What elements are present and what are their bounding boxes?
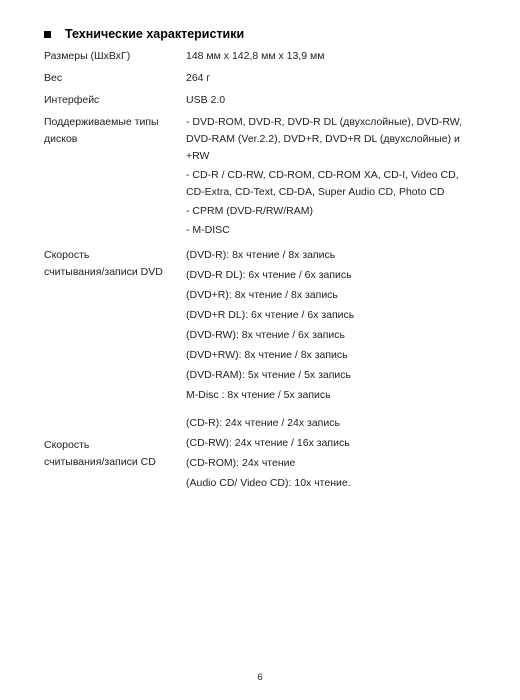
- cd-speed-line: (Audio CD/ Video CD): 10x чтение.: [186, 477, 351, 489]
- spec-row-weight: [44, 68, 484, 90]
- dvd-speed-line: (DVD+RW): 8x чтение / 8x запись: [186, 349, 348, 361]
- dvd-speed-line: (DVD-RAM): 5x чтение / 5x запись: [186, 369, 352, 381]
- spec-label-cd-speed-line2: считывания/записи CD: [44, 456, 156, 468]
- disc-type-group: [186, 167, 484, 201]
- spec-label-discs: [44, 112, 186, 241]
- spec-label-weight: Вес: [44, 72, 63, 84]
- spec-value-interface: USB 2.0: [186, 94, 226, 106]
- page-number: 6: [257, 672, 263, 683]
- dvd-speed-line: (DVD-R): 8x чтение / 8x запись: [186, 249, 336, 261]
- spec-label-interface: Интерфейс: [44, 94, 100, 106]
- disc-type-line: +RW: [186, 150, 210, 162]
- spec-value-dimensions: 148 мм x 142,8 мм x 13,9 мм: [186, 50, 325, 62]
- disc-type-group: [186, 114, 484, 165]
- spec-value-dvd-speed: [186, 241, 484, 407]
- spec-label-dvd-speed: [44, 241, 186, 407]
- spec-row-discs: [44, 112, 484, 241]
- disc-type-line: - DVD-ROM, DVD-R, DVD-R DL (двухслойные), DVD-RW,: [186, 116, 462, 128]
- spec-row-interface: [44, 90, 484, 112]
- spec-label-dvd-speed-line2: считывания/записи DVD: [44, 266, 163, 278]
- disc-type-group: [186, 222, 484, 239]
- disc-type-line: - M-DISC: [186, 224, 230, 236]
- spec-value-discs: [186, 112, 484, 241]
- dvd-speed-line: (DVD-R DL): 6x чтение / 6x запись: [186, 269, 352, 281]
- spec-label-cd-speed-line1: Скорость: [44, 439, 90, 451]
- spec-value-cd-speed: [186, 407, 484, 495]
- spec-label-dimensions: Размеры (ШхВхГ): [44, 50, 131, 62]
- dvd-speed-line: (DVD+R DL): 6x чтение / 6x запись: [186, 309, 355, 321]
- disc-type-line: DVD-RAM (Ver.2.2), DVD+R, DVD+R DL (двухслойные) и: [186, 133, 460, 145]
- spec-value-weight: 264 г: [186, 72, 211, 84]
- spec-label-cd-speed: [44, 407, 186, 495]
- section-heading: [44, 27, 244, 41]
- spec-row-dvd-speed: [44, 241, 484, 407]
- disc-type-group: [186, 203, 484, 220]
- spec-row-dimensions: [44, 46, 484, 68]
- cd-speed-line: (CD-RW): 24x чтение / 16x запись: [186, 437, 350, 449]
- disc-type-line: - CPRM (DVD-R/RW/RAM): [186, 205, 313, 217]
- spec-label-discs-line2: дисков: [44, 133, 78, 145]
- spec-label-dvd-speed-line1: Скорость: [44, 249, 90, 261]
- specs-table: [44, 46, 484, 495]
- dvd-speed-line: (DVD+R): 8x чтение / 8x запись: [186, 289, 338, 301]
- cd-speed-line: (CD-R): 24x чтение / 24x запись: [186, 417, 340, 429]
- spec-label-discs-line1: Поддерживаемые типы: [44, 116, 159, 128]
- spec-row-cd-speed: [44, 407, 484, 495]
- dvd-speed-line: M-Disc : 8x чтение / 5x запись: [186, 389, 331, 401]
- disc-type-line: - CD-R / CD-RW, CD-ROM, CD-ROM XA, CD-I, Video CD,: [186, 169, 459, 181]
- section-title: Технические характеристики: [65, 27, 245, 41]
- dvd-speed-line: (DVD-RW): 8x чтение / 6x запись: [186, 329, 345, 341]
- disc-type-line: CD-Extra, CD-Text, CD-DA, Super Audio CD, Photo CD: [186, 186, 445, 198]
- square-bullet-icon: [44, 31, 51, 38]
- cd-speed-line: (CD-ROM): 24x чтение: [186, 457, 296, 469]
